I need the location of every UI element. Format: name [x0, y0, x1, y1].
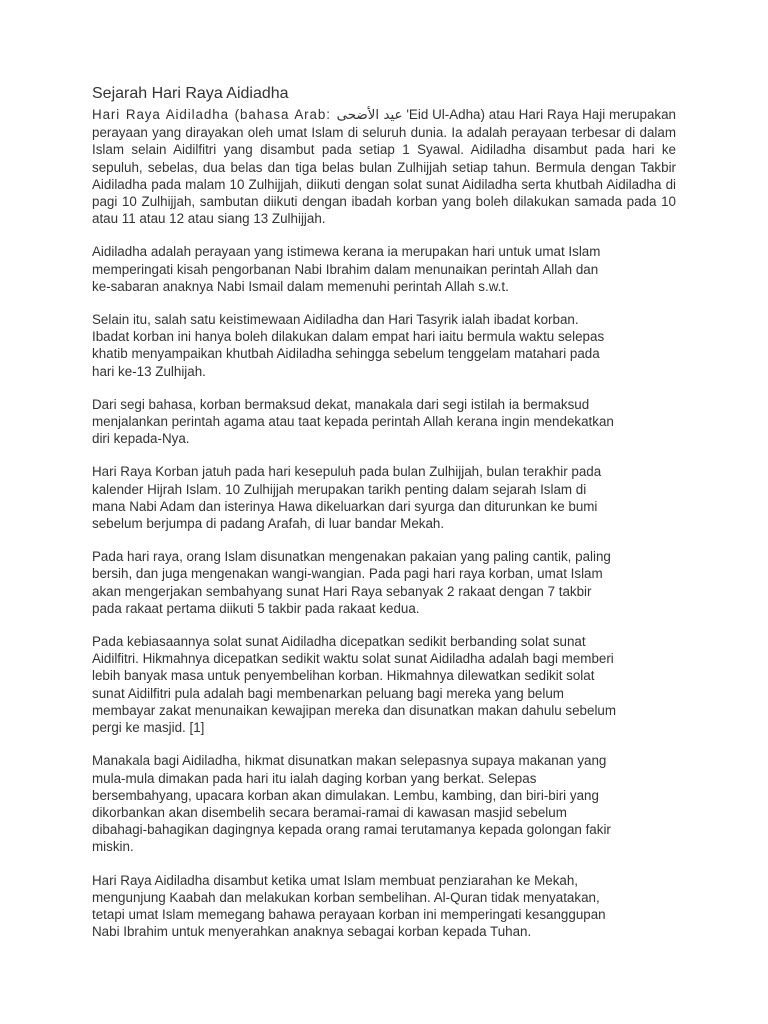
document-title: Sejarah Hari Raya Aidiadha — [92, 85, 289, 102]
paragraph-sacrifice: Manakala bagi Aidiladha, hikmat disunatkan makan selepasnya supaya makanan yang mula-mula dimakan pada hari itu ialah daging korban yang berkat. Selepas bersembahyang, upacara korban akan dimulakan. Lembu, kambing, dan biri-biri yang dikorbankan akan disembelih secara beramai-ramai di kawasan masjid sebelum dibahagi-bahagikan dagingnya kepada orang ramai terutamanya kepada golongan fakir miskin. — [92, 753, 611, 855]
intro-text-rest: 'Eid Ul-Adha) atau Hari Raya Haji merupakan perayaan yang dirayakan oleh umat Islam di seluruh dunia. Ia adalah perayaan terbesar di dalam Islam selain Aidilfitri yang disambut pada setiap 1 Syawal. Aidiladha disambut pada hari ke sepuluh, sebelas, dua belas dan tiga belas bulan Zulhijjah setiap tahun. Bermula dengan Takbir Aidiladha pada malam 10 Zulhijjah, diikuti dengan solat sunat Aidiladha serta khutbah Aidiladha di pagi 10 Zulhijjah, sambutan diikuti dengan ibadah korban yang boleh dilakukan samada pada 10 atau 11 atau 12 atau siang 13 Zulhijjah. — [92, 107, 676, 227]
paragraph-customs: Pada hari raya, orang Islam disunatkan mengenakan pakaian yang paling cantik, paling bersih, dan juga mengenakan wangi-wangian. Pada pagi hari raya korban, umat Islam akan mengerjakan sembahyang sunat Hari Raya sebanyak 2 rakaat dengan 7 takbir pada rakaat pertama diikuti 5 takbir pada rakaat kedua. — [92, 549, 611, 616]
paragraph-tasyrik: Selain itu, salah satu keistimewaan Aidiladha dan Hari Tasyrik ialah ibadat korban. Ibadat korban ini hanya boleh dilakukan dalam empat hari iaitu bermula waktu selepas khatib menyampaikan khutbah Aidiladha sehingga sebelum tenggelam matahari pada hari ke-13 Zulhijah. — [92, 312, 605, 379]
intro-paragraph — [92, 106, 676, 227]
intro-text-start: Hari Raya Aidiladha (bahasa Arab: — [92, 107, 337, 122]
paragraph-history: Hari Raya Korban jatuh pada hari kesepuluh pada bulan Zulhijjah, bulan terakhir pada kalender Hijrah Islam. 10 Zulhijjah merupakan tarikh penting dalam sejarah Islam di mana Nabi Adam dan isterinya Hawa dikeluarkan dari syurga dan diturunkan ke bumi sebelum berjumpa di padang Arafah, di luar bandar Mekah. — [92, 464, 602, 532]
paragraph-prayer-timing: Pada kebiasaannya solat sunat Aidiladha dicepatkan sedikit berbanding solat sunat Aidilfitri. Hikmahnya dicepatkan sedikit waktu solat sunat Aidiladha adalah bagi memberi lebih banyak masa untuk penyembelihan korban. Hikmahnya dilewatkan sedikit solat sunat Aidilfitri pula adalah bagi membenarkan peluang bagi mereka yang belum membayar zakat menunaikan kewajipan mereka dan disunatkan makan dahulu sebelum pergi ke masjid. [1] — [92, 634, 617, 736]
paragraph-pilgrimage: Hari Raya Aidiladha disambut ketika umat Islam membuat penziarahan ke Mekah, mengunjung Kaabah dan melakukan korban sembelihan. Al-Quran tidak menyatakan, tetapi umat Islam memegang bahawa perayaan korban ini memperingati kesanggupan Nabi Ibrahim untuk menyerahkan anaknya sebagai korban kepada Tuhan. — [92, 872, 606, 940]
paragraph-significance: Aidiladha adalah perayaan yang istimewa kerana ia merupakan hari untuk umat Islam memperingati kisah pengorbanan Nabi Ibrahim dalam menunaikan perintah Allah dan ke-sabaran anaknya Nabi Ismail dalam memenuhi perintah Allah s.w.t. — [92, 244, 601, 294]
document-page — [92, 84, 676, 956]
arabic-term: عيد الأضحى — [336, 108, 403, 123]
paragraph-definition: Dari segi bahasa, korban bermaksud dekat, manakala dari segi istilah ia bermaksud menjalankan perintah agama atau taat kepada perintah Allah kerana ingin mendekatkan diri kepada-Nya. — [92, 396, 614, 447]
